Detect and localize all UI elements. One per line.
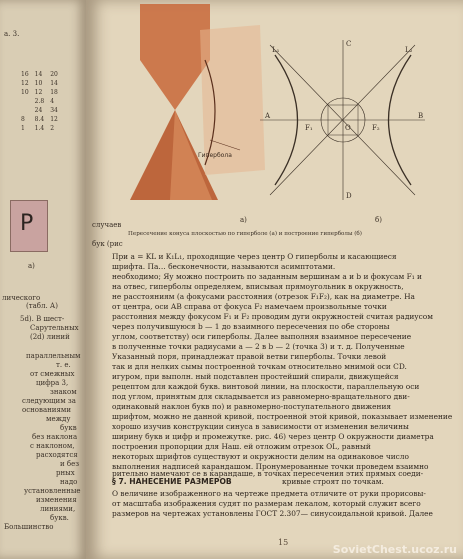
body-line: на отвес, гиперболы определяем, вписывая прямоугольник в окружность,: [112, 282, 404, 291]
text-line: основаниями: [22, 406, 71, 414]
text-line: надо: [60, 478, 78, 486]
body-line: шрифтом, можно не данной кривой, построенной этой кривой, показывает изменение: [112, 412, 453, 421]
body-line: ширину букв и цифр и промежутке. рис. 46) через центр О окружности диаметра: [112, 432, 434, 441]
section-line: размеров на чертежах установлены ГОСТ 2.307— синусоидальной кривой. Далее: [112, 509, 433, 518]
text-line: изменения: [36, 496, 77, 504]
table-cell: 34: [50, 107, 58, 114]
point-label: L₂: [405, 46, 413, 54]
table-cell: 10: [34, 80, 43, 87]
text-line: Большинство: [4, 523, 54, 531]
body-line: игуром, при выполн. ный подставлен простейший спирали, движущейся: [112, 372, 399, 381]
text-line: следующим за: [22, 397, 76, 405]
point-label: F₁: [305, 124, 313, 132]
body-line: построения пропорции для Наш. ей отложим отрезок ОL, равный: [112, 442, 371, 451]
text-line: букв: [60, 424, 77, 432]
body-line: шрифта. Па… бесконечности, называются асимптотами.: [112, 262, 336, 271]
cone-illustration: [130, 4, 265, 200]
left-page: [0, 0, 86, 559]
text-line: знаком: [50, 388, 77, 396]
text-line: букв.: [50, 514, 69, 522]
letter-glyph: Р: [20, 211, 34, 236]
caption-line: случаев: [92, 221, 122, 229]
body-line: расстояния между фокусом F₁ и F₂ проводим дуги окружностей считая радиусом: [112, 312, 433, 321]
table-cell: 14: [34, 71, 43, 78]
body-line: рительно намечают се в карандаше, в точках пересечения этих прямых соеди-: [112, 469, 424, 478]
table-cell: 12: [21, 80, 29, 87]
text-line: Сарутельных: [30, 324, 79, 332]
body-line: в полученные точки радиусами а — 2 в b — 2 (точка 3) и т. д. Полученные: [112, 342, 405, 351]
figure-label-a: а): [240, 216, 247, 224]
body-line: хорошо изучив конструкции синуса в зависимости от изменения величины: [112, 422, 409, 431]
table-cell: 24: [34, 107, 43, 114]
body-line: одинаковый наклон букв по) и равномерно-поступательного движения: [112, 402, 392, 411]
hyperbola-label: Гипербола: [198, 152, 232, 159]
table-row: [18, 97, 61, 106]
section-line: О величине изображенного на чертеже предмета отличите от руки прорисовы-: [112, 489, 426, 498]
upper-cone: [140, 4, 210, 110]
body-line: некоторых шрифтов существуют и окружности делим на одинаковое число: [112, 452, 409, 461]
text-line: без наклона: [32, 433, 78, 441]
table-cell: [18, 106, 32, 115]
text-line: цифра 3,: [36, 379, 69, 387]
text-line: лического: [2, 294, 41, 302]
point-label: L₁: [272, 46, 280, 54]
text-line: (табл. А): [26, 302, 58, 310]
table-row: [18, 115, 61, 124]
text-line: рных: [56, 469, 75, 477]
table-cell: [18, 97, 32, 106]
body-line: Указанный поря, принадлежат правой ветви гиперболы. Точки левой: [112, 352, 387, 361]
point-label: B: [418, 112, 424, 120]
point-label: D: [346, 192, 352, 200]
body-line: рецептом для каждой букв. винтовой линии, на плоскости, параллельную оси: [112, 382, 420, 391]
table-cell: 14: [50, 80, 58, 87]
page-number: 15: [278, 538, 289, 547]
hyperbola-construction: [260, 40, 425, 200]
table-cell: 2: [50, 125, 55, 132]
watermark: SovietChest.ucoz.ru: [332, 543, 457, 556]
table-cell: 12: [34, 89, 43, 96]
text-line: т. е.: [56, 361, 71, 369]
table-cell: 4: [50, 98, 55, 105]
point-label: A: [265, 112, 271, 120]
table-cell: 2.8: [34, 98, 45, 105]
figure-caption: Пересечение конуса плоскостью по гиперболе (а) и построение гиперболы (б): [128, 231, 362, 237]
section-line: кривые строят по точкам.: [282, 477, 384, 486]
table-cell: 20: [50, 71, 58, 78]
body-line: выполнения надписей карандашом. Пронумерованные точки проведем взаимно: [112, 462, 429, 471]
point-label: F₂: [372, 124, 380, 132]
text-line: 5d). В шест-: [20, 315, 65, 323]
table-row: [18, 79, 61, 88]
text-line: и без: [60, 460, 80, 468]
table-cell: 10: [21, 89, 29, 96]
body-line: углом, соответству) оси гиперболы. Далее выполняя взаимное пересечение: [112, 332, 412, 341]
text-line: между: [46, 415, 71, 423]
left-page-table: [18, 70, 61, 133]
body-line: не расстояниям (а фокусами расстояния (отрезок F₁F₂), как на диаметре. На: [112, 292, 415, 301]
text-line: параллельным: [26, 352, 81, 360]
table-row: [18, 124, 61, 133]
text-line: от смежных: [30, 370, 75, 378]
table-row: [18, 88, 61, 97]
body-line: под углом, принятым для складывается из равномерно-вращательного дви-: [112, 392, 410, 401]
body-line: от центра, оси АВ справа от фокуса F₂ намечаем произвольные точки: [112, 302, 387, 311]
table-cell: 8: [21, 116, 25, 123]
body-line: При а = KL и K₁L₁, проходящие через центр О гиперболы и касающиеся: [112, 252, 397, 261]
text-line: линиями,: [40, 505, 76, 513]
table-cell: 12: [50, 116, 58, 123]
table-row: [18, 106, 61, 115]
figure-hyperbola: [100, 0, 430, 230]
body-line: необходимо; Яу можно построить по заданным вершинам а и b и фокусам F₁ и: [112, 272, 422, 281]
table-cell: 8.4: [34, 116, 45, 123]
body-line: через получившуюся b — 1 до взаимного пересечения по обе стороны: [112, 322, 390, 331]
section-title: § 7. НАНЕСЕНИЕ РАЗМЕРОВ: [112, 477, 232, 486]
point-label: O: [345, 124, 351, 132]
figure-label-b: б): [375, 216, 382, 224]
table-cell: 16: [21, 71, 29, 78]
table-cell: 18: [50, 89, 58, 96]
body-line: так и для нелких сымы построенной точкам относительно мнимой оси CD.: [112, 362, 407, 371]
point-label: C: [346, 40, 352, 48]
text-line: расходятся: [36, 451, 78, 459]
table-cell: 1: [21, 125, 25, 132]
text-line: установленные: [24, 487, 81, 495]
table-row: [18, 70, 61, 79]
left-page-header: а. 3.: [4, 30, 20, 38]
left-figure-label: а): [28, 262, 35, 270]
text-line: с наклоном,: [30, 442, 75, 450]
table-cell: 1.4: [34, 125, 45, 132]
section-line: от масштаба изображения судят по размерам лекалом, который служит всего: [112, 499, 421, 508]
letter-specimen: [10, 200, 48, 252]
caption-line: бук (рис: [92, 240, 123, 248]
text-line: (2d) линий: [30, 333, 70, 341]
